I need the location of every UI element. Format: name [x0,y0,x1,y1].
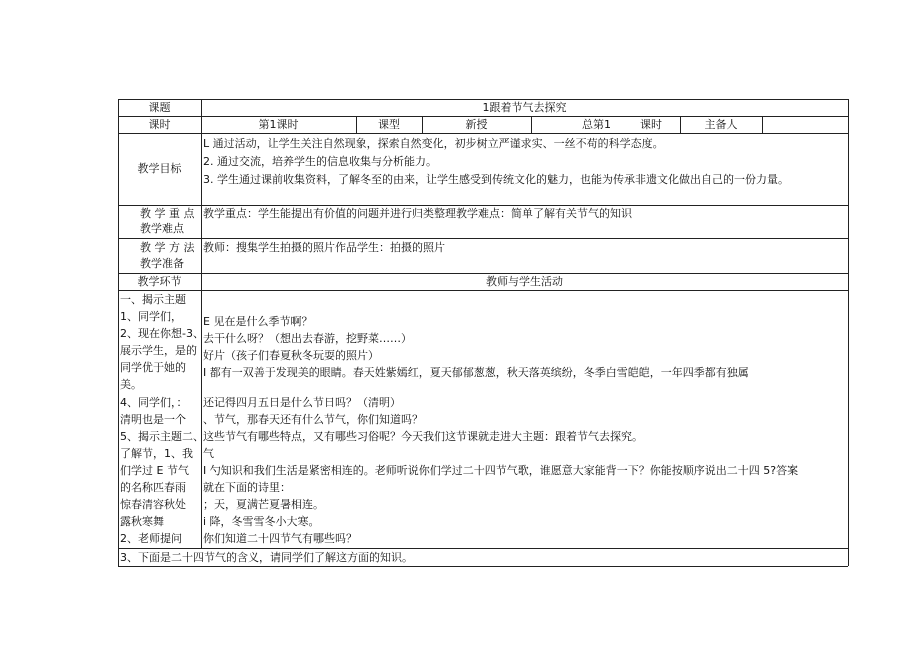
row-divider [118,273,848,274]
left-line: 2、老师提问 [120,532,182,545]
right-line: 这些节气有哪些特点，又有哪些习俗呢？今天我们这节课就走进大主题：跟着节气去探究。 [203,430,643,443]
methods-label-line1: 教 学 方 法 [140,241,195,254]
row-divider [118,133,848,134]
goal-item: 3. 学生通过课前收集资料，了解冬至的由来，让学生感受到传统文化的魅力，也能为传承非遗文化做出自己的一份力量。 [203,173,789,186]
left-line: 惊春清容秋处 [120,498,186,511]
right-line: 去干什么呀？（想出去春游，挖野菜……） [203,332,412,345]
col-divider [531,116,532,133]
activity-header-left: 教学环节 [137,275,182,288]
left-line: 一、揭示主题 [120,293,186,306]
left-line: 同学优于她的 [120,361,186,374]
right-line: 还记得四月五日是什么节日吗？（清明） [203,396,401,409]
left-line: 展示学生，是的 [120,344,197,357]
left-line: 4、同学们，： [120,396,188,409]
col-divider [762,116,763,133]
right-line: i 降，冬雪雪冬小大寒。 [203,515,320,528]
left-line: 的名称匹春雨 [120,481,186,494]
preparer-label: 主备人 [704,118,738,131]
left-line: 1、同学们， [120,310,182,323]
goal-item: 2. 通过交流，培养学生的信息收集与分析能力。 [203,155,437,168]
left-line: 2、现在你想-3、 [120,327,204,340]
left-line: 5、揭示主题二、 [120,430,204,443]
goals-label: 教学目标 [137,162,182,175]
keypoints-content: 教学重点：学生能提出有价值的问题并进行归类整理教学难点：简单了解有关节气的知识 [203,207,632,220]
right-line: 你们知道二十四节气有哪些吗？ [203,532,357,545]
table-border-top [118,99,848,100]
methods-content: 教师：搜集学生拍摄的照片作品学生：拍摄的照片 [203,241,445,254]
row-divider [118,290,848,291]
topic-label: 课题 [148,101,171,114]
total-label: 总第1 [582,118,611,131]
left-line: 了解节，1、我 [120,447,193,460]
keypoints-label-line1: 教 学 重 点 [140,207,195,220]
right-line: 、节气，那春天还有什么节气，你们知道吗？ [203,413,423,426]
table-border-bottom [118,566,848,567]
total-unit: 课时 [640,118,662,131]
left-line: 美。 [120,378,142,391]
topic-value: 1跟着节气去探究 [482,101,567,114]
right-line: E 见在是什么季节啊？ [203,315,313,328]
right-line: 好片（孩子们春夏秋冬玩耍的照片） [203,349,379,362]
type-label: 课型 [378,118,400,131]
type-value: 新授 [465,118,488,131]
left-line: 清明也是一个 [120,413,186,426]
left-line: 露秋寒舞 [120,515,164,528]
right-line: I 都有一双善于发现美的眼睛。春天姓紫嫣红，夏天郁郁葱葱，秋天落英缤纷，冬季白雪皑皑，一年四季都有独属 [203,366,749,379]
period-value: 第1课时 [258,118,299,131]
methods-label-line2: 教学准备 [140,257,184,270]
row-divider [118,238,848,239]
activity-header-right: 教师与学生活动 [486,275,563,288]
left-line: 们学过 E 节气 [120,464,189,477]
row-divider [118,548,848,549]
row-divider [118,116,848,117]
goal-item: L 通过活动，让学生关注自然现象，探索自然变化，初步树立严谨求实、一丝不苟的科学态度。 [203,137,664,150]
table-border-right [848,99,849,566]
row-divider [118,205,848,206]
right-line: ；天，夏满芒夏暑相连。 [203,498,324,511]
right-line: 就在下面的诗里： [203,481,291,494]
period-label: 课时 [148,118,171,131]
keypoints-label-line2: 教学难点 [140,222,184,235]
right-line: I 勺知识和我们生活是紧密相连的。老师听说你们学过二十四节气歌，谁愿意大家能背一下？你能按顺序说出二十四 5?答案 [203,464,799,477]
bottom-line: 3、下面是二十四节气的含义，请同学们了解这方面的知识。 [120,551,413,564]
right-line: 气 [203,447,214,460]
col-divider-label [201,99,202,548]
